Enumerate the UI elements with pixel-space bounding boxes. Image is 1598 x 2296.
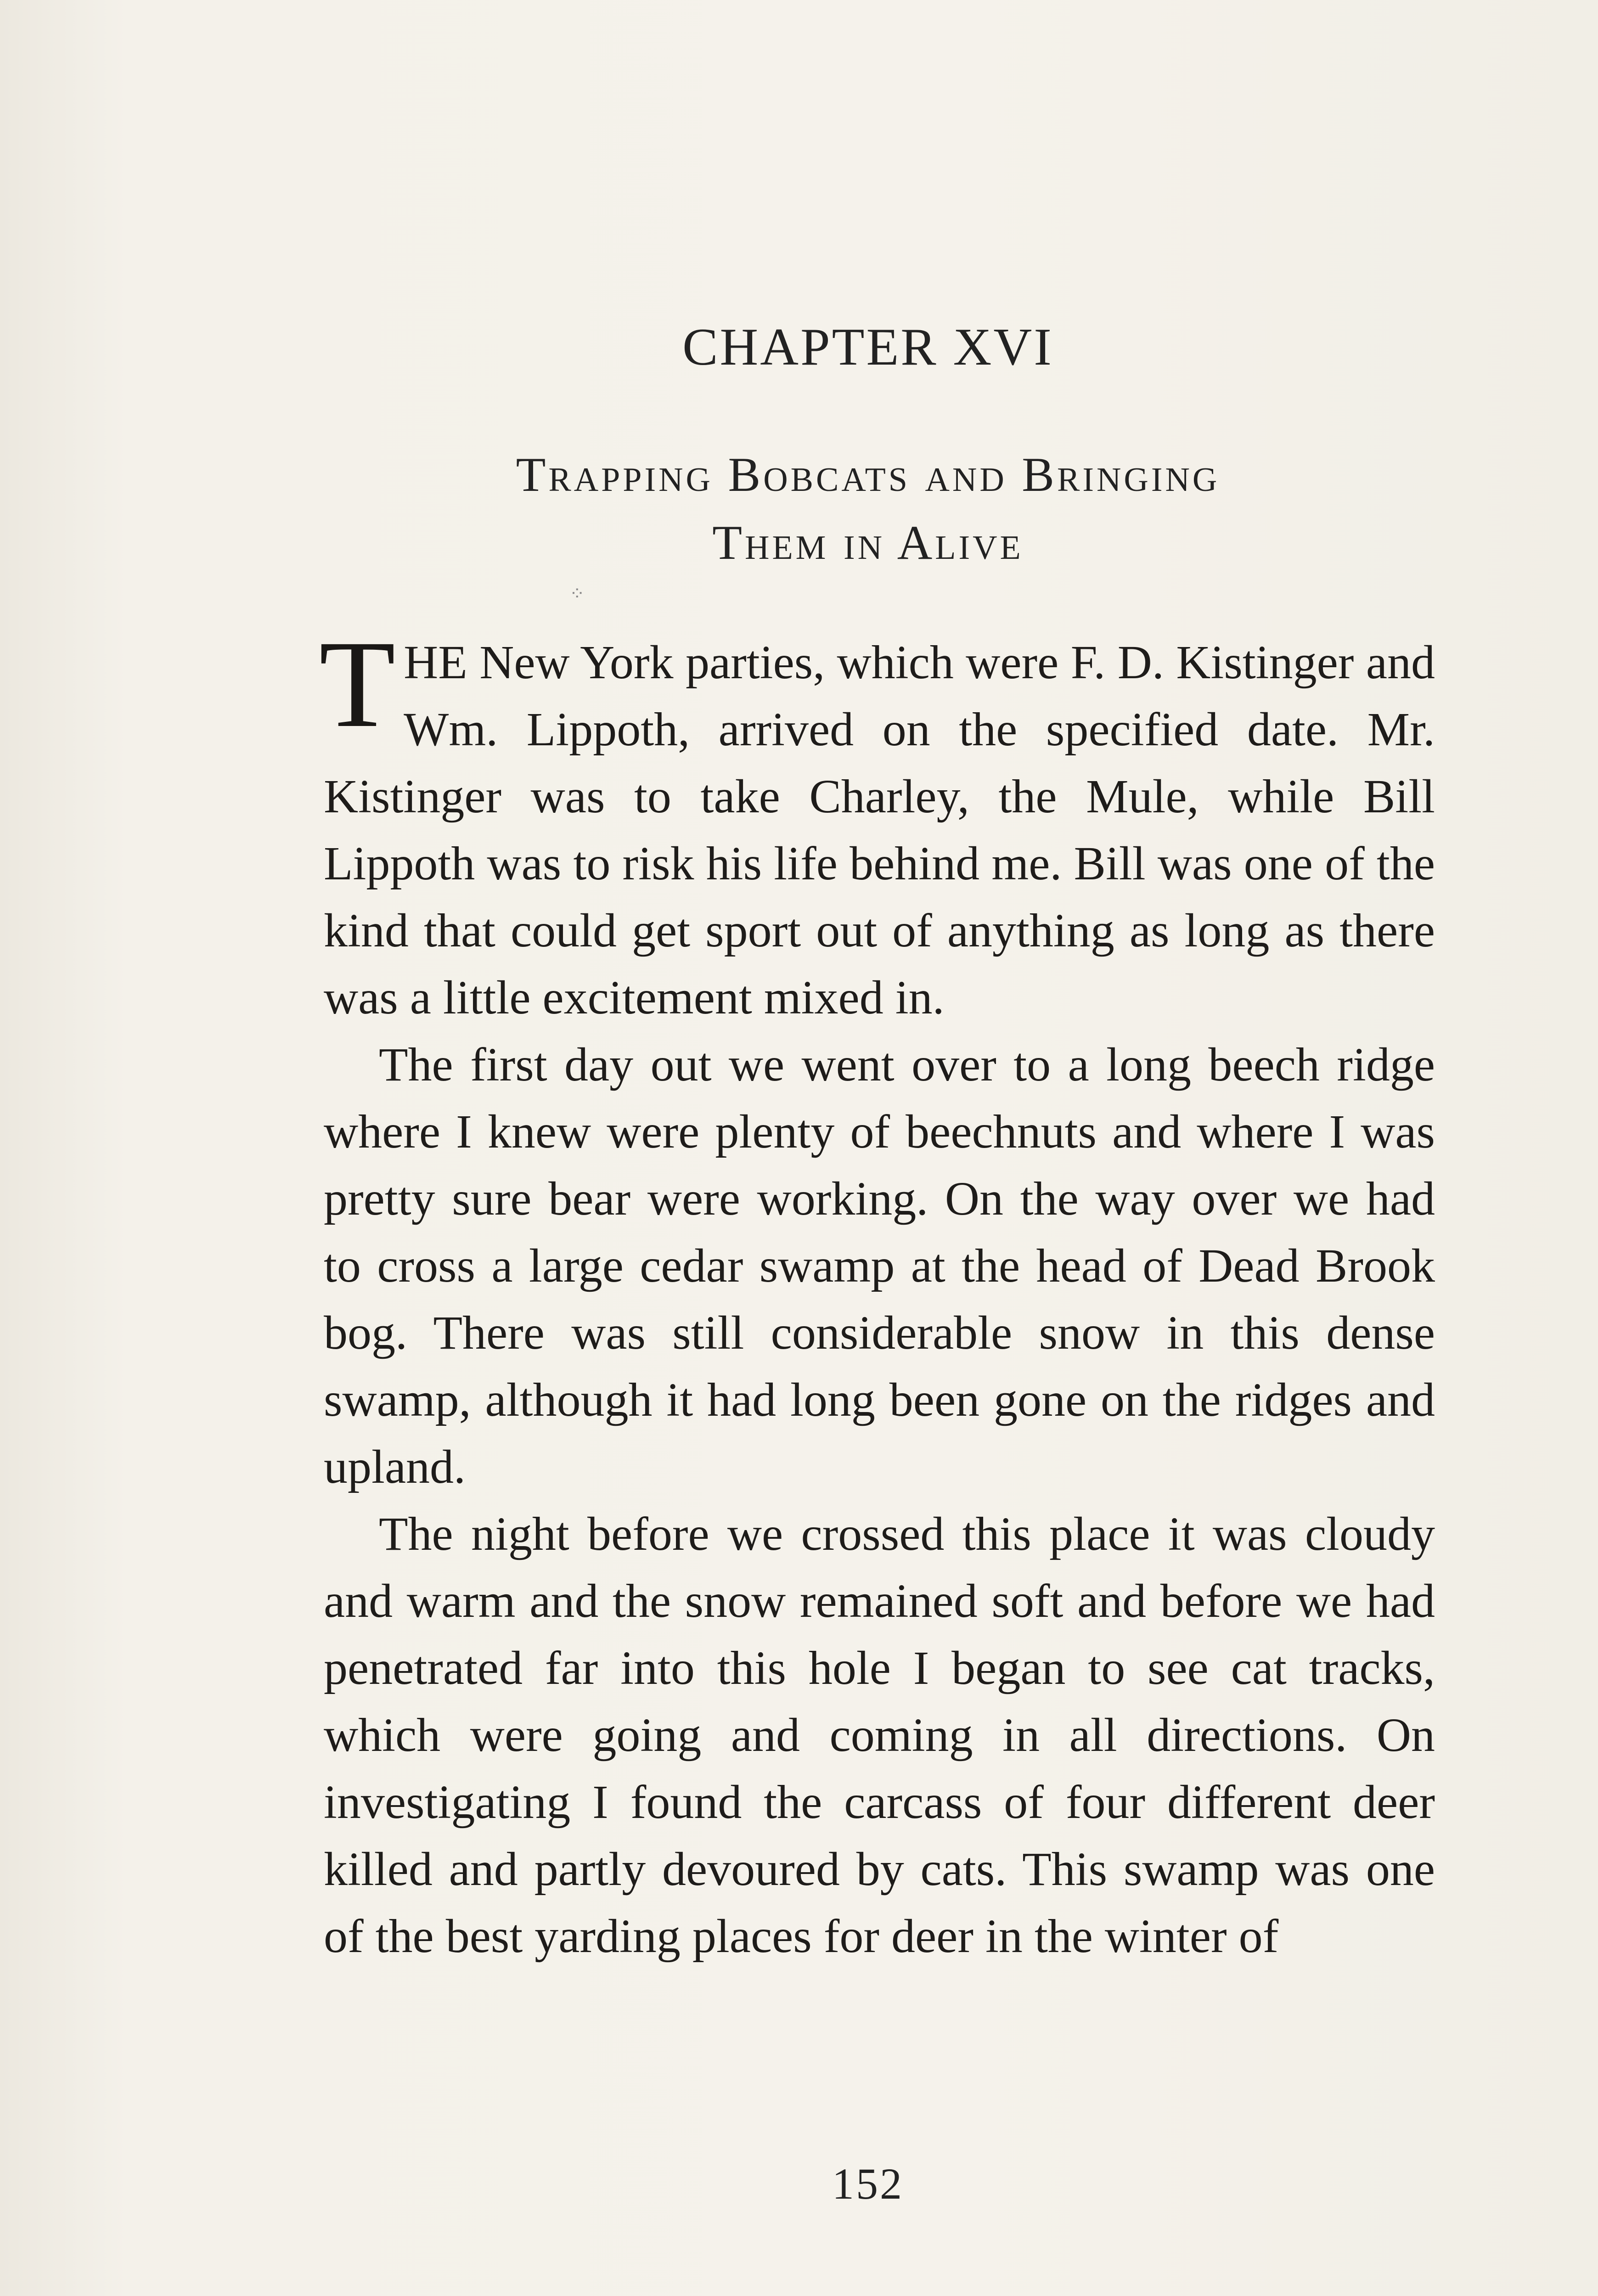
chapter-title-line-2: Them in Alive bbox=[712, 516, 1024, 569]
paragraph-1 bbox=[319, 615, 1435, 1031]
paragraph-1-text: HE New York parties, which were F. D. Kistinger and Wm. Lippoth, arrived on the specified date. Mr. Kistinger was to take Charley, the Mule, while Bill Lippoth was to risk his life behind me. Bill was one of the kind that could get sport out of anything as long as there was a little excitement mixed in. bbox=[324, 636, 1435, 1024]
chapter-title-line-1: Trapping Bobcats and Bringing bbox=[516, 448, 1220, 501]
chapter-title bbox=[0, 441, 1598, 577]
ornament-dots: ⁘ bbox=[569, 583, 585, 604]
paragraph-3: The night before we crossed this place it was cloudy and warm and the snow remained soft and before we had penetrated far into this hole I began to see cat tracks, which were going and coming in all directions. On investigating I found the carcass of four different deer killed and partly devoured by cats. This swamp was one of the best yarding places for deer in the winter of bbox=[324, 1508, 1435, 1963]
page-number: 152 bbox=[832, 2159, 904, 2208]
body-text bbox=[319, 615, 1435, 1970]
paragraph-2: The first day out we went over to a long beech ridge where I knew were plenty of beechnuts and where I was pretty sure bear were working. On the way over we had to cross a large cedar swamp at the head of Dead Brook bog. There was still considerable snow in this dense swamp, although it had long been gone on the ridges and upland. bbox=[324, 1038, 1435, 1493]
chapter-number: CHAPTER XVI bbox=[682, 318, 1053, 377]
drop-cap: T bbox=[319, 615, 396, 753]
